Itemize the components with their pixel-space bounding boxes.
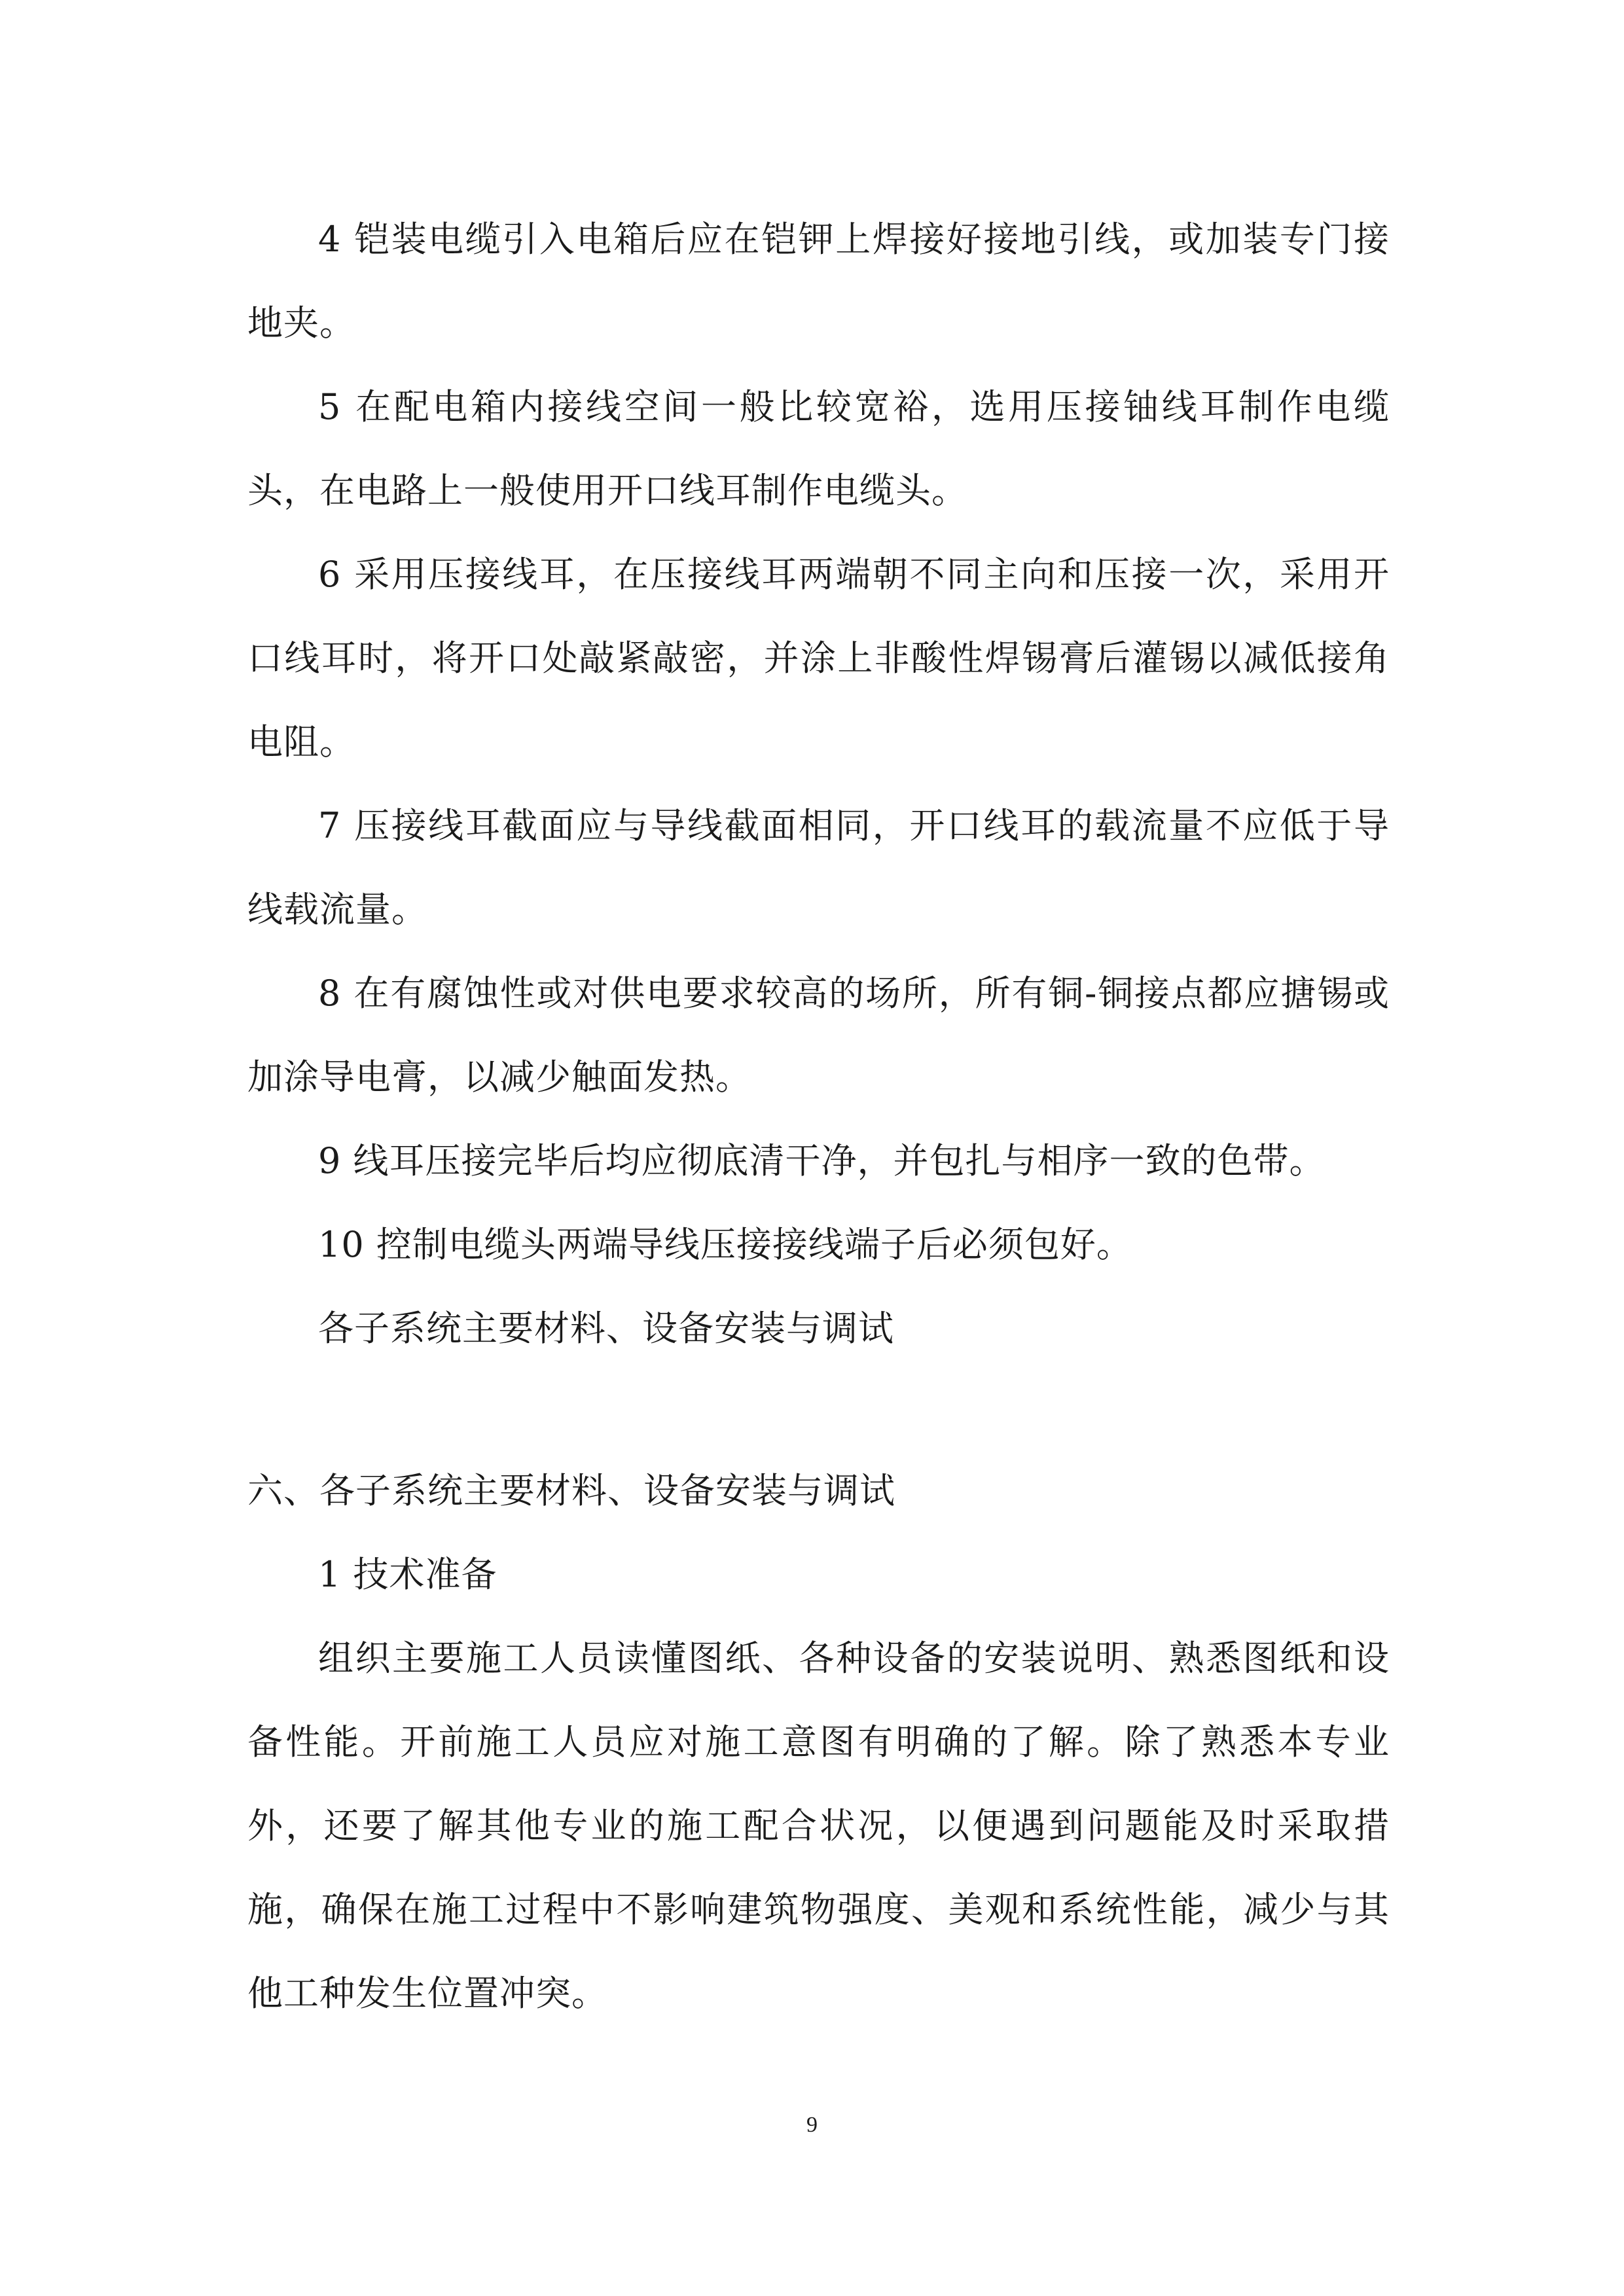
paragraph-subsystem-title: 各子系统主要材料、设备安装与调试 <box>318 1308 894 1349</box>
paragraph-item-10: 10 控制电缆头两端导线压接接线端子后必须包好。 <box>318 1224 1132 1265</box>
paragraph-item-4: 4 铠装电缆引入电箱后应在铠钾上焊接好接地引线，或加装专门接地夹。 <box>247 219 1390 344</box>
paragraph-technical-preparation: 组织主要施工人员读懂图纸、各种设备的安装说明、熟悉图纸和设备性能。开前施工人员应对施工意图有明确的了解。除了熟悉本专业外，还要了解其他专业的施工配合状况，以便遇到问题能及时采取措施，确保在施工过程中不影响建筑物强度、美观和系统性能，减少与其他工种发生位置冲突。 <box>247 1638 1390 2014</box>
paragraph-item-6: 6 采用压接线耳，在压接线耳两端朝不同主向和压接一次，采用开口线耳时，将开口处敲紧敲密，并涂上非酸性焊锡膏后灌锡以减低接角电阻。 <box>247 554 1390 762</box>
page-number: 9 <box>806 2113 818 2137</box>
paragraph-item-9: 9 线耳压接完毕后均应彻底清干净，并包扎与相序一致的色带。 <box>318 1140 1326 1181</box>
section-spacer <box>247 1371 1390 1449</box>
section-heading: 六、各子系统主要材料、设备安装与调试 <box>247 1470 895 1511</box>
subheading-technical-preparation: 1 技术准备 <box>318 1554 497 1595</box>
paragraph-item-5: 5 在配电箱内接线空间一般比较宽裕，选用压接铀线耳制作电缆头，在电路上一般使用开口线耳制作电缆头。 <box>247 386 1390 511</box>
paragraph-item-7: 7 压接线耳截面应与导线截面相同，开口线耳的载流量不应低于导线载流量。 <box>247 805 1390 930</box>
paragraph-item-8: 8 在有腐蚀性或对供电要求较高的场所，所有铜-铜接点都应搪锡或加涂导电膏，以减少触面发热。 <box>247 973 1390 1098</box>
document-body <box>247 198 1390 2036</box>
